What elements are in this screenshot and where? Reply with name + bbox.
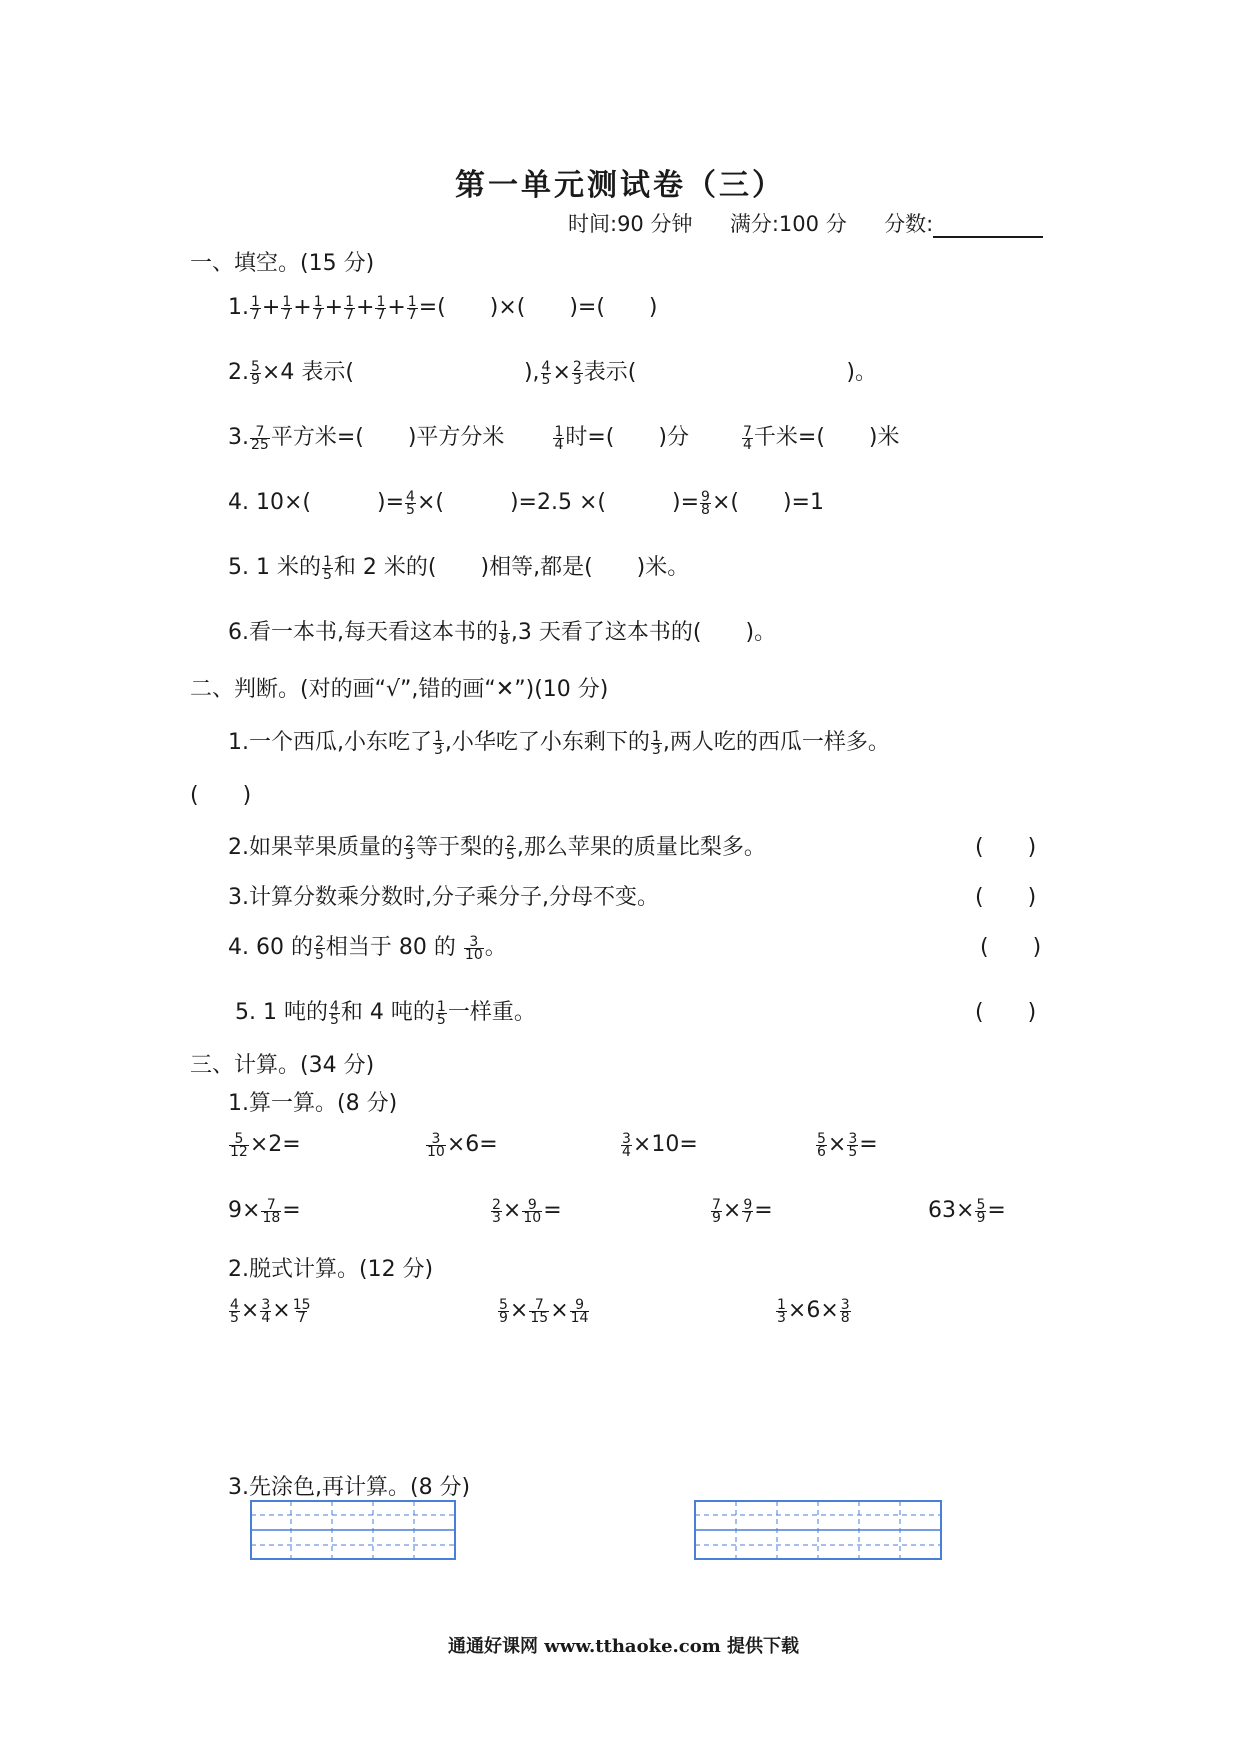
fraction-denominator: 3 [405,846,414,863]
fraction [292,1296,312,1326]
fraction-denominator: 8 [840,1309,850,1326]
question-text: + [356,295,375,320]
fraction-numerator: 2 [492,1196,501,1213]
fraction-denominator: 7 [407,306,417,323]
calc-3-3 [775,1298,852,1324]
fraction-denominator: 7 [743,1209,753,1226]
fraction-denominator: 15 [530,1309,549,1326]
question-text: ), [523,360,540,385]
question-text: 5. [235,1000,256,1025]
fraction [314,933,325,963]
fraction-numerator: 1 [376,293,386,310]
question-text: ×4 表示( [261,360,354,385]
question-text: =( )×( )=( ) [418,295,658,320]
question-text: ,那么苹果的质量比梨多。 [516,835,766,860]
s1-q4 [228,485,824,516]
fraction-numerator: 15 [292,1296,311,1313]
fraction-denominator: 6 [817,1143,826,1160]
calc-1-2 [425,1132,498,1158]
calc-2-3 [710,1198,773,1224]
question-text: ×6× [787,1298,839,1323]
fraction-denominator: 14 [570,1309,589,1326]
fraction [260,1296,271,1326]
fraction-numerator: 9 [743,1196,753,1213]
fraction-numerator: 3 [469,933,479,950]
fraction [313,293,324,323]
fraction-numerator: 3 [622,1130,631,1147]
fraction-numerator: 7 [255,423,265,440]
fraction-numerator: 7 [712,1196,721,1213]
s1-q2 [228,355,877,386]
fraction [250,423,270,453]
fraction [742,423,753,453]
fraction [375,293,386,323]
fraction [840,1296,851,1326]
question-text: 千米=( )米 [753,425,900,450]
question-text: 一样重。 [447,1000,536,1025]
fraction [229,1130,249,1160]
fraction-denominator: 7 [251,306,260,323]
question-text: + [387,295,406,320]
s2-q4 [228,930,507,961]
question-text: × [552,360,571,385]
s3-sub2: 2.脱式计算。(12 分) [228,1257,434,1282]
fraction-denominator: 7 [313,306,323,323]
question-text: 如果苹果质量的 [249,835,404,860]
question-text: 10×( )= [256,490,405,515]
section1-heading: 一、填空。(15 分) [190,251,375,276]
fraction [711,1196,722,1226]
fraction-denominator: 5 [436,1011,446,1028]
s2-q2-paren[interactable]: ( ) [975,835,1037,860]
question-text: ,两人吃的西瓜一样多。 [662,730,890,755]
fraction [261,1196,281,1226]
question-text: × [509,1298,529,1323]
fraction [250,293,261,323]
fraction-denominator: 7 [282,306,292,323]
fraction-denominator: 10 [464,946,483,963]
question-text: 63× [928,1198,975,1223]
fraction [742,1196,753,1226]
fraction-numerator: 3 [431,1130,441,1147]
s2-q5-paren[interactable]: ( ) [975,1000,1037,1025]
fraction [250,358,261,388]
calc-2-4 [928,1198,1006,1224]
question-text: ×2= [249,1132,301,1157]
fraction-numerator: 1 [651,728,661,745]
question-text: 2. [228,835,249,860]
fraction-denominator: 4 [554,436,564,453]
calc-3-2 [497,1298,590,1324]
question-text: 3. [228,425,249,450]
question-text: 1 米的 [256,555,321,580]
question-text: ×10= [632,1132,698,1157]
question-text: 一个西瓜,小东吃了 [249,730,432,755]
question-text: ×( )=2.5 ×( )= [416,490,700,515]
question-text: × [502,1198,522,1223]
s2-q4-paren[interactable]: ( ) [980,935,1042,960]
s1-q3 [228,420,900,451]
fraction [553,423,564,453]
fraction [776,1296,787,1326]
question-text: = [987,1198,1006,1223]
fraction-numerator: 1 [436,998,446,1015]
fraction-numerator: 1 [345,293,354,310]
fraction [529,1296,549,1326]
fraction-denominator: 3 [492,1209,501,1226]
s2-q1-paren[interactable]: ( ) [190,783,252,808]
question-text: 看一本书,每天看这本书的 [249,620,498,645]
fraction-denominator: 4 [742,436,752,453]
fraction-denominator: 7 [345,306,354,323]
fraction-numerator: 4 [406,488,415,505]
score-blank[interactable] [933,214,1043,238]
question-text: = [754,1198,773,1223]
fraction-denominator: 3 [434,741,443,758]
fraction-denominator: 18 [262,1209,281,1226]
fraction-numerator: 2 [405,833,414,850]
fraction-denominator: 5 [330,1011,339,1028]
question-text: 6. [228,620,249,645]
s1-q6 [228,615,776,646]
question-text: )。 [846,360,877,385]
fraction-numerator: 1 [554,423,564,440]
fraction-numerator: 5 [251,358,260,375]
question-text: = [543,1198,562,1223]
s3-sub1: 1.算一算。(8 分) [228,1091,398,1116]
calc-1-3 [620,1132,698,1158]
fraction-numerator: 1 [251,293,260,310]
fraction-numerator: 7 [266,1196,276,1213]
question-text: + [324,295,344,320]
fraction-numerator: 4 [330,998,339,1015]
fraction-numerator: 9 [527,1196,537,1213]
fraction [621,1130,632,1160]
fraction-denominator: 10 [427,1143,445,1160]
fraction-denominator: 9 [976,1209,986,1226]
exam-meta [568,208,1043,238]
fraction [464,933,484,963]
question-text: ,3 天看了这本书的( )。 [510,620,777,645]
fraction [651,728,662,758]
question-text: 5. [228,555,249,580]
question-text: × [550,1298,569,1323]
fraction-numerator: 1 [323,553,332,570]
question-text: 表示( [583,360,637,385]
fraction-numerator: 5 [817,1130,826,1147]
fraction [505,833,516,863]
fraction-numerator: 2 [505,833,515,850]
fraction-numerator: 9 [575,1296,584,1313]
fraction [847,1130,858,1160]
fraction-numerator: 1 [777,1296,786,1313]
page-title: 第一单元测试卷（三） [455,168,785,203]
fraction [404,833,415,863]
fraction [975,1196,986,1226]
s2-q3-paren[interactable]: ( ) [975,885,1037,910]
fraction-denominator: 4 [622,1143,631,1160]
fraction-numerator: 9 [701,488,710,505]
fraction-denominator: 25 [251,436,269,453]
question-text: 时=( )分 [565,425,689,450]
question-text: = [859,1132,878,1157]
fraction-numerator: 3 [848,1130,858,1147]
s3-sub3: 3.先涂色,再计算。(8 分) [228,1475,471,1500]
fraction [491,1196,502,1226]
question-text: × [240,1298,260,1323]
color-grid-left[interactable] [250,1500,456,1560]
fraction [572,358,583,388]
fraction [816,1130,827,1160]
calc-1-1 [228,1132,301,1158]
question-text: 等于梨的 [415,835,504,860]
fraction-numerator: 7 [742,423,752,440]
fraction [405,488,416,518]
fraction-numerator: 3 [261,1296,271,1313]
fraction-denominator: 3 [777,1309,786,1326]
fraction-numerator: 4 [541,358,551,375]
question-text: 9× [228,1198,261,1223]
s1-q1 [228,290,658,321]
fraction-denominator: 5 [323,566,332,583]
fraction-numerator: 1 [282,293,292,310]
question-text: 和 2 米的( )相等,都是( )米。 [333,555,690,580]
question-text: 3. [228,885,249,910]
fraction-numerator: 2 [315,933,324,950]
question-text: ×6= [446,1132,498,1157]
s2-q2 [228,830,766,861]
fraction-denominator: 12 [230,1143,248,1160]
question-text: + [261,295,281,320]
fraction-denominator: 9 [251,371,260,388]
fraction [570,1296,590,1326]
fraction-numerator: 1 [500,618,509,635]
fraction-denominator: 3 [572,371,582,388]
question-text: 2. [228,360,249,385]
calc-2-1 [228,1198,301,1224]
score-label: 分数: [884,212,934,236]
fraction-numerator: 3 [840,1296,850,1313]
question-text: ×( )=1 [711,490,824,515]
fraction-denominator: 9 [712,1209,721,1226]
s1-q5 [228,550,689,581]
question-text: 计算分数乘分数时,分子乘分子,分母不变。 [249,885,659,910]
s2-q5 [235,995,536,1026]
question-text: + [293,295,312,320]
question-text: 60 的 [256,935,313,960]
fraction [522,1196,542,1226]
question-text: 1. [228,730,249,755]
color-grid-right[interactable] [694,1500,942,1560]
fraction [281,293,292,323]
question-text: × [827,1132,847,1157]
fraction-numerator: 1 [407,293,417,310]
calc-1-4 [815,1132,878,1158]
fraction [344,293,355,323]
fraction-denominator: 7 [297,1309,307,1326]
question-text: 1 吨的 [263,1000,328,1025]
fraction-numerator: 1 [434,728,443,745]
question-text: 和 4 吨的 [340,1000,435,1025]
footer-credit: 通通好课网 www.tthaoke.com 提供下载 [448,1636,800,1657]
fraction [541,358,552,388]
question-text: 。 [484,935,507,960]
fraction [407,293,418,323]
question-text: 平方米=( )平方分米 [270,425,505,450]
fraction-denominator: 5 [848,1143,858,1160]
question-text: 1. [228,295,249,320]
fraction-denominator: 5 [505,846,515,863]
question-text: × [272,1298,291,1323]
s2-q1 [228,725,890,756]
fraction-numerator: 5 [976,1196,986,1213]
fraction-denominator: 5 [315,946,324,963]
fraction [436,998,447,1028]
fraction-denominator: 10 [523,1209,542,1226]
fraction-denominator: 5 [230,1309,239,1326]
fraction-denominator: 5 [406,501,415,518]
fraction-numerator: 5 [234,1130,244,1147]
fraction-denominator: 4 [261,1309,271,1326]
time-limit: 时间:90 分钟 [568,212,693,236]
fraction-numerator: 1 [313,293,323,310]
question-text: ,小华吃了小东剩下的 [444,730,650,755]
fraction-numerator: 5 [499,1296,508,1313]
question-text: = [282,1198,301,1223]
fraction [426,1130,446,1160]
fraction-denominator: 9 [499,1309,508,1326]
fraction-denominator: 5 [541,371,551,388]
question-text: 4. [228,935,249,960]
fraction-numerator: 4 [230,1296,239,1313]
fraction [499,618,510,648]
section3-heading: 三、计算。(34 分) [190,1053,375,1078]
fraction-numerator: 7 [534,1296,544,1313]
fraction-denominator: 8 [500,631,509,648]
fraction [498,1296,509,1326]
calc-3-1 [228,1298,313,1324]
question-text: 相当于 80 的 [325,935,456,960]
question-text: × [722,1198,742,1223]
section2-heading: 二、判断。(对的画“√”,错的画“✕”)(10 分) [190,677,609,702]
s2-q3 [228,880,659,911]
fraction-denominator: 7 [376,306,386,323]
fraction-denominator: 3 [651,741,661,758]
fraction [433,728,444,758]
question-text: 4. [228,490,249,515]
full-score: 满分:100 分 [729,212,847,236]
calc-2-2 [490,1198,562,1224]
fraction [322,553,333,583]
fraction-numerator: 2 [572,358,582,375]
fraction [700,488,711,518]
fraction [229,1296,240,1326]
fraction [329,998,340,1028]
fraction-denominator: 8 [701,501,710,518]
